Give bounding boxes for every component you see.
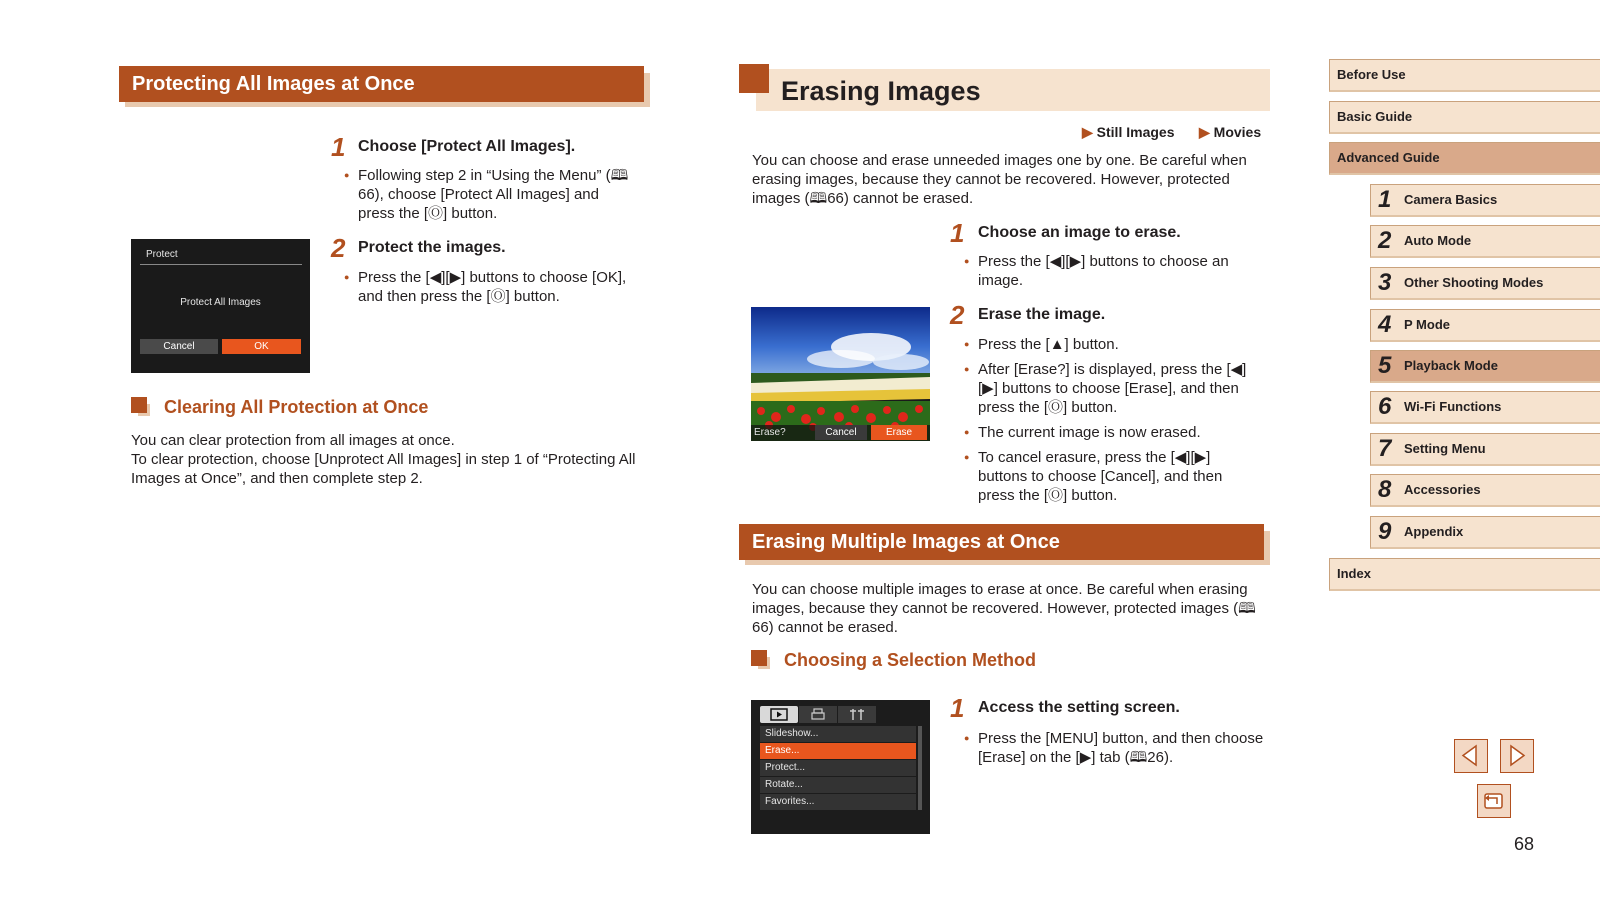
nav-chapter-playback-mode[interactable] [1370, 350, 1600, 383]
step-title: Erase the image. [978, 306, 1106, 323]
next-page-button[interactable] [1500, 739, 1534, 773]
step-title: Protect the images. [358, 239, 506, 256]
menu-item-label: Favorites... [765, 796, 815, 807]
chapter-label: Camera Basics [1404, 192, 1498, 207]
chapter-label: Wi-Fi Functions [1404, 399, 1502, 414]
return-button[interactable] [1477, 784, 1511, 818]
chapter-number: 7 [1378, 435, 1392, 462]
tag-movies [1199, 123, 1261, 141]
chapter-number: 4 [1378, 311, 1392, 338]
erase-button: Erase [871, 425, 927, 440]
settings-tab-icon [838, 706, 876, 723]
step-number: 1 [950, 218, 965, 248]
chapter-label: Setting Menu [1404, 441, 1486, 456]
section-title-erase-multiple: Erasing Multiple Images at Once [739, 524, 1264, 560]
step-number: 2 [331, 233, 346, 263]
menu-item-label: Protect... [765, 762, 806, 773]
erasing-intro: You can choose and erase unneeded images one by one. Be careful when erasing images, because they cannot be recovered. However, protected images (🕮66) cannot be erased. [752, 152, 1247, 207]
menu-screen [751, 700, 930, 834]
page-title: Erasing Images [781, 76, 981, 106]
chapter-number: 5 [1378, 352, 1392, 379]
sub-heading-clearing: Clearing All Protection at Once [164, 397, 429, 417]
protect-screen [131, 239, 310, 373]
section-title-protect-all: Protecting All Images at Once [119, 66, 644, 102]
title-marker [739, 64, 769, 93]
menu-tab-playback [760, 706, 798, 723]
menu-item-label: Slideshow... [765, 728, 819, 739]
nav-basic-guide[interactable]: Basic Guide [1329, 101, 1600, 134]
nav-before-use[interactable]: Before Use [1329, 59, 1600, 92]
nav-index[interactable]: Index [1329, 558, 1600, 591]
screen-label: Protect All Images [180, 297, 261, 308]
chapter-label: Auto Mode [1404, 233, 1472, 248]
nav-chapter-other-shooting-modes[interactable] [1370, 267, 1600, 300]
chapter-label: Playback Mode [1404, 358, 1498, 373]
chapter-number: 3 [1378, 269, 1392, 296]
step-bullet: ● Following step 2 in “Using the Menu” (🕮66), choose [Protect All Images] and press the [Ⓞ] button. [344, 166, 639, 223]
tag-label: Still Images [1096, 124, 1175, 140]
menu-item-label: Erase... [765, 745, 800, 756]
step-bullet: ● After [Erase?] is displayed, press the [◀][▶] buttons to choose [Erase], and then press the [Ⓞ] button. [964, 360, 1254, 417]
nav-chapter-setting-menu[interactable] [1370, 433, 1600, 466]
tag-label: Movies [1213, 124, 1262, 140]
chapter-label: Appendix [1404, 524, 1464, 539]
menu-item [760, 777, 916, 793]
playback-tab-icon [760, 706, 798, 723]
chapter-label: Accessories [1404, 482, 1481, 497]
nav-chapter-auto-mode[interactable] [1370, 225, 1600, 258]
chapter-number: 2 [1378, 227, 1392, 254]
step-title: Choose an image to erase. [978, 224, 1181, 241]
cancel-button: Cancel [140, 339, 218, 354]
multi-intro: You can choose multiple images to erase at once. Be careful when erasing images, because they cannot be recovered. However, protected images (🕮66) cannot be erased. [752, 581, 1256, 636]
menu-item-label: Rotate... [765, 779, 803, 790]
nav-chapter-wifi-functions[interactable] [1370, 391, 1600, 424]
flower-field-photo [751, 307, 930, 441]
sub-heading-selection-method: Choosing a Selection Method [784, 650, 1037, 670]
ok-button: OK [222, 339, 301, 354]
menu-tab-print [799, 706, 837, 723]
page-number: 68 [1514, 834, 1535, 854]
play-arrow-icon: ▶ [1199, 124, 1210, 140]
menu-item [760, 760, 916, 776]
menu-tab-settings [838, 706, 876, 723]
nav-advanced-guide[interactable]: Advanced Guide [1329, 142, 1600, 175]
return-icon [1478, 785, 1509, 816]
step-number: 2 [950, 300, 965, 330]
step-title: Choose [Protect All Images]. [358, 138, 576, 155]
chapter-number: 6 [1378, 393, 1392, 420]
step-number: 1 [950, 693, 965, 723]
tag-still-images [1082, 123, 1174, 141]
erase-prompt: Erase? [754, 427, 786, 438]
sub-heading-marker [751, 650, 767, 666]
arrow-left-icon [1455, 740, 1486, 771]
cancel-button: Cancel [815, 425, 867, 440]
arrow-right-icon [1501, 740, 1532, 771]
chapter-label: Other Shooting Modes [1404, 275, 1544, 290]
print-tab-icon [799, 706, 837, 723]
screen-header: Protect [146, 249, 178, 260]
sub-heading-marker [131, 397, 147, 413]
chapter-label: P Mode [1404, 317, 1450, 332]
step-bullet: ● Press the [▲] button. [964, 335, 1254, 354]
previous-page-button[interactable] [1454, 739, 1488, 773]
menu-scrollbar [918, 726, 922, 810]
erase-screen [751, 307, 930, 441]
step-bullet: ● Press the [MENU] button, and then choose [Erase] on the [▶] tab (🕮26). [964, 729, 1264, 767]
menu-item [760, 794, 916, 810]
step-bullet: ● The current image is now erased. [964, 423, 1254, 442]
nav-chapter-p-mode[interactable] [1370, 309, 1600, 342]
nav-chapter-camera-basics[interactable] [1370, 184, 1600, 217]
chapter-number: 9 [1378, 518, 1392, 545]
clearing-paragraph-2: To clear protection, choose [Unprotect All Images] in step 1 of “Protecting All Images at Once”, and then complete step 2. [131, 451, 636, 487]
step-bullet: ● To cancel erasure, press the [◀][▶] buttons to choose [Cancel], and then press the [Ⓞ] button. [964, 448, 1254, 505]
clearing-paragraph-1: You can clear protection from all images at once. [131, 432, 455, 449]
nav-chapter-accessories[interactable] [1370, 474, 1600, 507]
play-arrow-icon: ▶ [1082, 124, 1093, 140]
screen-divider [140, 264, 302, 265]
step-bullet: ● Press the [◀][▶] buttons to choose an image. [964, 252, 1254, 290]
nav-chapter-appendix[interactable] [1370, 516, 1600, 549]
step-bullet: ● Press the [◀][▶] buttons to choose [OK], and then press the [Ⓞ] button. [344, 268, 644, 306]
chapter-number: 8 [1378, 476, 1392, 503]
menu-item-selected [760, 743, 916, 759]
chapter-number: 1 [1378, 186, 1392, 213]
step-number: 1 [331, 132, 346, 162]
menu-item [760, 726, 916, 742]
step-title: Access the setting screen. [978, 699, 1180, 716]
